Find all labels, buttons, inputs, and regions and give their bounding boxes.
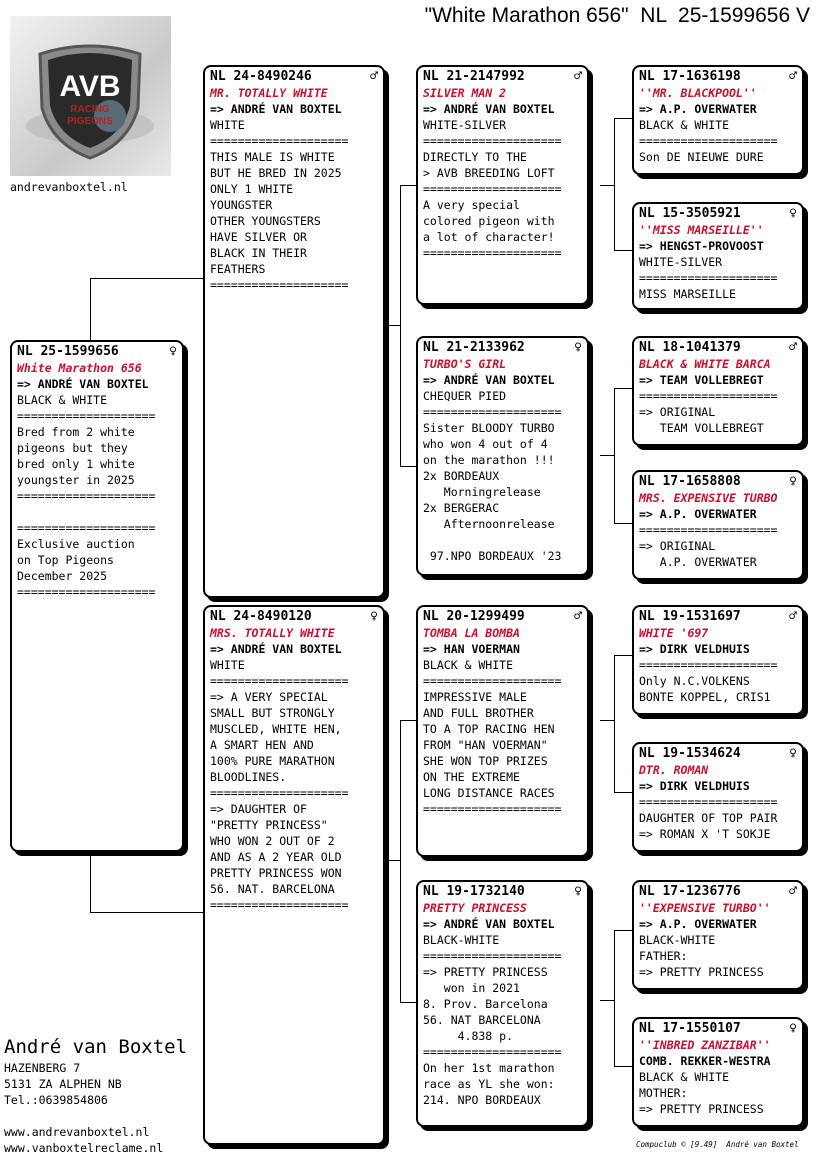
connector (600, 185, 614, 186)
info-line: DAUGHTER OF TOP PAIR (639, 811, 778, 825)
pigeon-name: WHITE '697 (639, 626, 709, 640)
pigeon-name: DTR. ROMAN (639, 763, 709, 777)
info-line: ==================== (17, 489, 156, 503)
ring-id: NL 18-1041379 (639, 340, 741, 355)
info-line (17, 504, 177, 520)
info-line: ==================== (423, 405, 562, 419)
ring-id: NL 15-3505921 (639, 206, 741, 221)
connector (90, 912, 204, 913)
pigeon-name: ''EXPENSIVE TURBO'' (639, 901, 771, 915)
info-line: BLACK & WHITE (639, 118, 730, 132)
info-line: ==================== (423, 246, 562, 260)
ring-number (639, 340, 797, 356)
info-line: race as YL she won: (423, 1077, 555, 1091)
father-card (203, 65, 385, 598)
phone-line: Tel.:0639854806 (4, 1093, 108, 1107)
info-line: ==================== (639, 134, 778, 148)
ring-id: NL 24-8490120 (210, 609, 312, 624)
connector (614, 930, 615, 1067)
info-line: TO A TOP RACING HEN (423, 722, 555, 736)
info-line: December 2025 (17, 569, 108, 583)
pigeon-name: BLACK & WHITE BARCA (639, 357, 771, 371)
ring-id: NL 20-1299499 (423, 609, 525, 624)
connector (600, 720, 614, 721)
male-symbol-icon: ♂ (574, 69, 582, 84)
connector (90, 853, 91, 913)
info-line: 56. NAT. BARCELONA (210, 882, 335, 896)
connector (614, 523, 632, 524)
connector (614, 930, 632, 931)
female-symbol-icon: ♀ (370, 609, 378, 624)
pigeon-name: ''MR. BLACKPOOL'' (639, 86, 757, 100)
mmf-card (632, 880, 804, 990)
info-line: ==================== (639, 389, 778, 403)
mother-card (203, 605, 385, 1145)
ring-number (639, 746, 797, 762)
info-line: YOUNGSTER (210, 198, 273, 212)
logo-text-pigeons: PIGEONS (67, 116, 113, 127)
info-line: => ROMAN X 'T SOKJE (639, 827, 771, 841)
ring-id: NL 25-1599656 (17, 344, 119, 359)
info-line: ==================== (210, 898, 349, 912)
mfm-card (632, 742, 804, 852)
website-link[interactable]: www.andrevanboxtel.nl (4, 1125, 150, 1139)
info-line: FROM "HAN VOERMAN" (423, 738, 548, 752)
info-line: a lot of character! (423, 230, 555, 244)
ring-number (423, 340, 582, 356)
info-line: 100% PURE MARATHON (210, 754, 335, 768)
logo-website: andrevanboxtel.nl (10, 180, 128, 194)
info-line: => ORIGINAL (639, 405, 716, 419)
info-line: OTHER YOUNGSTERS (210, 214, 321, 228)
info-line: bred only 1 white (17, 457, 135, 471)
info-line: ==================== (17, 585, 156, 599)
info-line: > AVB BREEDING LOFT (423, 166, 555, 180)
ring-id: NL 19-1732140 (423, 884, 525, 899)
ring-number (639, 206, 797, 222)
info-line: FEATHERS (210, 262, 266, 276)
mmm-card (632, 1017, 804, 1127)
logo-text-racing: RACING (70, 104, 110, 115)
info-line: 8. Prov. Barcelona (423, 997, 548, 1011)
ring-number (639, 474, 797, 490)
logo-text-avb: AVB (59, 70, 121, 103)
connector (614, 388, 615, 524)
info-line: Bred from 2 white (17, 425, 135, 439)
info-line: ==================== (423, 134, 562, 148)
ring-id: NL 21-2147992 (423, 69, 525, 84)
connector (90, 278, 91, 340)
connector (400, 720, 401, 1003)
info-line: => PRETTY PRINCESS (639, 1102, 764, 1116)
info-line: ==================== (423, 182, 562, 196)
info-line: => DAUGHTER OF (210, 802, 307, 816)
info-line: 2x BERGERAC (423, 501, 500, 515)
connector (600, 455, 614, 456)
info-line: ONLY 1 WHITE (210, 182, 294, 196)
info-line: colored pigeon with (423, 214, 555, 228)
info-line: IMPRESSIVE MALE (423, 690, 527, 704)
info-line: ==================== (17, 409, 156, 423)
owner-line: => TEAM VOLLEBREGT (639, 373, 764, 387)
info-line: 56. NAT BARCELONA (423, 1013, 541, 1027)
owner-line: => DIRK VELDHUIS (639, 779, 750, 793)
ff-card (416, 65, 589, 305)
info-line: BLACK & WHITE (17, 393, 108, 407)
info-line: => A VERY SPECIAL (210, 690, 328, 704)
connector (614, 1066, 632, 1067)
info-line: AND FULL BROTHER (423, 706, 534, 720)
info-line: A.P. OVERWATER (639, 555, 757, 569)
info-line: ==================== (639, 523, 778, 537)
pigeon-name: MRS. EXPENSIVE TURBO (639, 491, 778, 505)
info-line: Only N.C.VOLKENS (639, 674, 750, 688)
connector (400, 466, 417, 467)
connector (385, 860, 400, 861)
mm-card (416, 880, 589, 1127)
info-line: BONTE KOPPEL, CRIS1 (639, 690, 771, 704)
male-symbol-icon: ♂ (370, 69, 378, 84)
pigeon-name: TOMBA LA BOMBA (423, 626, 520, 640)
info-line: SMALL BUT STRONGLY (210, 706, 335, 720)
owner-line: => HAN VOERMAN (423, 642, 520, 656)
info-line: ==================== (423, 1045, 562, 1059)
info-line: DIRECTLY TO THE (423, 150, 527, 164)
pigeon-name: ''INBRED ZANZIBAR'' (639, 1038, 771, 1052)
info-line: BLACK-WHITE (639, 933, 716, 947)
ring-number (423, 69, 582, 85)
info-line: MISS MARSEILLE (639, 287, 736, 301)
info-line: 2x BORDEAUX (423, 469, 500, 483)
info-line: AND AS A 2 YEAR OLD (210, 850, 342, 864)
info-line: ==================== (210, 674, 349, 688)
info-line: Exclusive auction (17, 537, 135, 551)
info-line: "PRETTY PRINCESS" (210, 818, 328, 832)
info-line: WHITE (210, 118, 245, 132)
info-line: Sister BLOODY TURBO (423, 421, 555, 435)
info-line: => ORIGINAL (639, 539, 716, 553)
connector (614, 655, 632, 656)
page-title: "White Marathon 656" NL 25-1599656 V (424, 4, 810, 27)
info-line: HAVE SILVER OR (210, 230, 307, 244)
pigeon-name: MRS. TOTALLY WHITE (210, 626, 335, 640)
address-line: HAZENBERG 7 (4, 1061, 81, 1075)
owner-line: => HENGST-PROVOOST (639, 239, 764, 253)
male-symbol-icon: ♂ (789, 69, 797, 84)
info-line: Son DE NIEUWE DURE (639, 150, 764, 164)
ring-id: NL 19-1534624 (639, 746, 741, 761)
info-line: LONG DISTANCE RACES (423, 786, 555, 800)
ring-number (210, 609, 378, 625)
fmf-card (632, 336, 804, 446)
ring-number (639, 609, 797, 625)
male-symbol-icon: ♂ (574, 609, 582, 624)
copyright: Compuclub © [9.49] André van Boxtel (636, 1140, 799, 1149)
owner-line: => A.P. OVERWATER (639, 507, 757, 521)
owner-line: => ANDRÉ VAN BOXTEL (423, 102, 555, 116)
info-line: ==================== (17, 521, 156, 535)
ring-id: NL 17-1658808 (639, 474, 741, 489)
pigeon-name: TURBO'S GIRL (423, 357, 507, 371)
connector (385, 325, 400, 326)
connector (614, 118, 615, 250)
female-symbol-icon: ♀ (574, 340, 582, 355)
info-line: SHE WON TOP PRIZES (423, 754, 548, 768)
info-line: BLACK-WHITE (423, 933, 500, 947)
fmm-card (632, 470, 804, 580)
male-symbol-icon: ♂ (789, 340, 797, 355)
owner-line: => ANDRÉ VAN BOXTEL (210, 102, 342, 116)
info-line: ==================== (210, 134, 349, 148)
ring-number (639, 69, 797, 85)
breeder-urls (4, 1124, 163, 1156)
info-line: BLACK & WHITE (423, 658, 514, 672)
ring-number (639, 1021, 797, 1037)
website-link[interactable]: www.vanboxtelreclame.nl (4, 1141, 164, 1155)
mff-card (632, 605, 804, 715)
ring-number (423, 884, 582, 900)
fff-card (632, 65, 804, 175)
breeder-address (4, 1060, 122, 1108)
info-line: A SMART HEN AND (210, 738, 314, 752)
ring-id: NL 24-8490246 (210, 69, 312, 84)
ring-id: NL 19-1531697 (639, 609, 741, 624)
connector (614, 250, 632, 251)
info-line: TEAM VOLLEBREGT (639, 421, 764, 435)
info-line: ==================== (639, 271, 778, 285)
connector (614, 655, 615, 793)
pigeon-name: ''MISS MARSEILLE'' (639, 223, 764, 237)
owner-line: => A.P. OVERWATER (639, 917, 757, 931)
fm-card (416, 336, 589, 576)
info-line: BLACK IN THEIR (210, 246, 307, 260)
info-line: ==================== (210, 278, 349, 292)
info-line: Afternoonrelease (423, 517, 555, 531)
info-line: 4.838 p. (423, 1029, 514, 1043)
info-line: on the marathon !!! (423, 453, 555, 467)
ring-number (210, 69, 378, 85)
ffm-card (632, 202, 804, 310)
owner-line: => A.P. OVERWATER (639, 102, 757, 116)
connector (400, 1002, 417, 1003)
info-line: on Top Pigeons (17, 553, 114, 567)
info-line: BLACK & WHITE (639, 1070, 730, 1084)
owner-line: => DIRK VELDHUIS (639, 642, 750, 656)
ring-id: NL 21-2133962 (423, 340, 525, 355)
owner-line: => ANDRÉ VAN BOXTEL (17, 377, 149, 391)
info-line: BUT HE BRED IN 2025 (210, 166, 342, 180)
info-line: THIS MALE IS WHITE (210, 150, 335, 164)
info-line: WHITE-SILVER (423, 118, 507, 132)
info-line: ==================== (423, 949, 562, 963)
connector (90, 278, 204, 279)
info-line: WHITE-SILVER (639, 255, 723, 269)
male-symbol-icon: ♂ (789, 884, 797, 899)
connector (600, 1000, 614, 1001)
male-symbol-icon: ♂ (789, 609, 797, 624)
connector (614, 388, 632, 389)
info-line: BLOODLINES. (210, 770, 287, 784)
mf-card (416, 605, 589, 857)
info-line: CHEQUER PIED (423, 389, 507, 403)
owner-line: => ANDRÉ VAN BOXTEL (423, 917, 555, 931)
info-line: WHITE (210, 658, 245, 672)
info-line: who won 4 out of 4 (423, 437, 548, 451)
ring-number (423, 609, 582, 625)
subject-card (10, 340, 184, 852)
info-line: ==================== (423, 674, 562, 688)
info-line: PRETTY PRINCESS WON (210, 866, 342, 880)
info-line: On her 1st marathon (423, 1061, 555, 1075)
info-line: MOTHER: (639, 1086, 688, 1100)
avb-logo (10, 16, 171, 176)
ring-id: NL 17-1550107 (639, 1021, 741, 1036)
connector (614, 118, 632, 119)
info-line: Morningrelease (423, 485, 541, 499)
info-line: 214. NPO BORDEAUX (423, 1093, 541, 1107)
info-line: pigeons but they (17, 441, 128, 455)
connector (400, 720, 417, 721)
info-line: ==================== (639, 658, 778, 672)
info-line: WHO WON 2 OUT OF 2 (210, 834, 335, 848)
info-line: ==================== (639, 795, 778, 809)
female-symbol-icon: ♀ (789, 1021, 797, 1036)
info-line: => PRETTY PRINCESS (639, 965, 764, 979)
ring-number (17, 344, 177, 360)
connector (400, 185, 401, 467)
owner-line: COMB. REKKER-WESTRA (639, 1054, 771, 1068)
info-line: => PRETTY PRINCESS (423, 965, 548, 979)
female-symbol-icon: ♀ (574, 884, 582, 899)
connector (400, 185, 417, 186)
info-line: MUSCLED, WHITE HEN, (210, 722, 342, 736)
info-line: youngster in 2025 (17, 473, 135, 487)
pigeon-name: White Marathon 656 (17, 361, 142, 375)
pigeon-name: MR. TOTALLY WHITE (210, 86, 328, 100)
ring-id: NL 17-1236776 (639, 884, 741, 899)
ring-id: NL 17-1636198 (639, 69, 741, 84)
female-symbol-icon: ♀ (789, 746, 797, 761)
info-line: ==================== (423, 802, 562, 816)
female-symbol-icon: ♀ (789, 206, 797, 221)
breeder-name: André van Boxtel (4, 1036, 188, 1058)
female-symbol-icon: ♀ (789, 474, 797, 489)
pigeon-name: SILVER MAN 2 (423, 86, 507, 100)
info-line: 97.NPO BORDEAUX '23 (423, 549, 562, 563)
owner-line: => ANDRÉ VAN BOXTEL (423, 373, 555, 387)
address-line: 5131 ZA ALPHEN NB (4, 1077, 122, 1091)
ring-number (639, 884, 797, 900)
info-line: A very special (423, 198, 520, 212)
info-line: ON THE EXTREME (423, 770, 520, 784)
info-line: ==================== (210, 786, 349, 800)
info-line: FATHER: (639, 949, 688, 963)
female-symbol-icon: ♀ (169, 344, 177, 359)
info-line (423, 532, 582, 548)
connector (614, 792, 632, 793)
owner-line: => ANDRÉ VAN BOXTEL (210, 642, 342, 656)
info-line: won in 2021 (423, 981, 520, 995)
pigeon-name: PRETTY PRINCESS (423, 901, 527, 915)
